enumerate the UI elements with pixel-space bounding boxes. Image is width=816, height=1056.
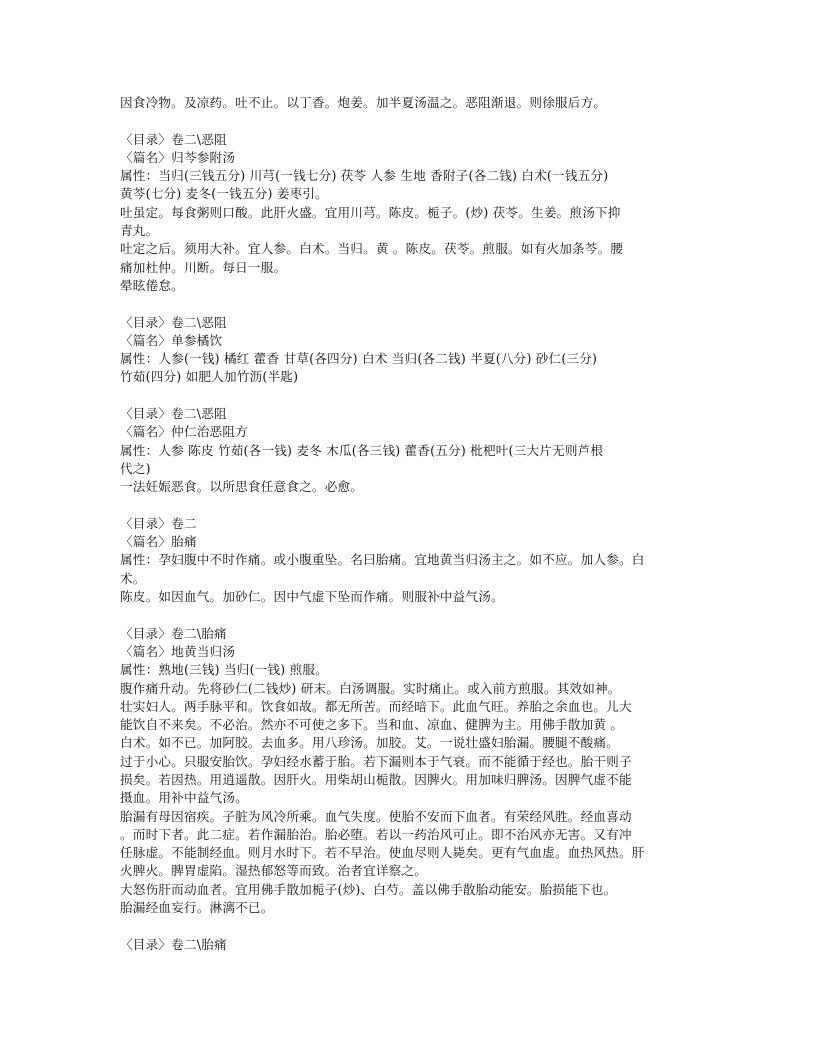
text-line: 晕眩倦怠。 [120, 277, 184, 293]
text-line: 一法妊娠恶食。以所思食任意食之。必愈。 [120, 479, 364, 495]
document-section [120, 936, 720, 954]
title-line: 〈篇名〉归芩参附汤 [120, 149, 236, 165]
text-line: 竹茹(四分) 如肥人加竹沥(半匙) [120, 369, 299, 385]
text-line: 代之) [120, 460, 151, 476]
title-line: 〈篇名〉地黄当归汤 [120, 643, 236, 659]
property-line: 属性：熟地(三钱) 当归(一钱) 煎服。 [120, 662, 328, 678]
text-line: 。而时下者。此二症。若作漏胎治。胎必堕。若以一药治风可止。即不治风亦无害。又有冲 [120, 826, 632, 842]
text-line: 任脉虚。不能制经血。则月水时下。若不早治。使血尽则人毙矣。更有气血虚。血热风热。肝 [120, 845, 645, 861]
text-line: 火脾火。脾胃虚陷。湿热郁怒等而致。治者宜详察之。 [120, 863, 428, 879]
property-line: 属性：人参(一钱) 橘红 藿香 甘草(各四分) 白术 当归(各二钱) 半夏(八分) 砂仁(三分) [120, 351, 598, 367]
catalog-line: 〈目录〉卷二\胎痛 [120, 625, 227, 641]
text-line: 黄芩(七分) 麦冬(一钱五分) 姜枣引。 [120, 186, 328, 202]
catalog-line: 〈目录〉卷二\恶阻 [120, 406, 227, 422]
document-section [120, 515, 720, 606]
text-line: 胎漏经血妄行。淋漓不已。 [120, 900, 274, 916]
text-line: 损矣。若因热。用逍遥散。因肝火。用柴胡山栀散。因脾火。用加味归脾汤。因脾气虚不能 [120, 771, 632, 787]
document-section [120, 405, 720, 496]
text-line: 痛加杜仲。川断。每日一服。 [120, 259, 287, 275]
title-line: 〈篇名〉仲仁治恶阻方 [120, 424, 248, 440]
text-line: 能饮自不来矣。不必治。然亦不可使之多下。当和血、凉血、健脾为主。用佛手散加黄 。 [120, 717, 624, 733]
text-line: 腹作痛升动。先将砂仁(二钱炒) 研末。白汤调服。实时痛止。或入前方煎服。其效如神。 [120, 680, 621, 696]
text-line: 过于小心。只服安胎饮。孕妇经水蓄于胎。若下漏则本于气衰。而不能循于经也。胎干则子 [120, 753, 632, 769]
document-page [120, 94, 720, 972]
property-line: 属性：当归(三钱五分) 川芎(一钱七分) 茯苓 人参 生地 香附子(各二钱) 白术(一钱五分) [120, 168, 609, 184]
document-section [120, 625, 720, 918]
text-line: 壮实妇人。两手脉平和。饮食如故。都无所苦。而经暗下。此血气旺。养胎之余血也。儿大 [120, 698, 632, 714]
catalog-line: 〈目录〉卷二 [120, 515, 197, 531]
text-line: 陈皮。如因血气。加砂仁。因中气虚下坠而作痛。则服补中益气汤。 [120, 589, 504, 605]
text-line: 白术。如不已。加阿胶。去血多。用八珍汤。加胶。艾。一说壮盛妇胎漏。腰腿不酸痛。 [120, 735, 619, 751]
catalog-line: 〈目录〉卷二\胎痛 [120, 936, 227, 952]
text-line: 青丸。 [120, 223, 159, 239]
text-line: 大怒伤肝而动血者。宜用佛手散加栀子(炒)、白芍。盖以佛手散胎动能安。胎损能下也。 [120, 881, 617, 897]
text-line: 吐定之后。须用大补。宜人参。白术。当归。黄 。陈皮。茯苓。煎服。如有火加条芩。腰 [120, 241, 624, 257]
text-line: 因食冷物。及凉药。吐不止。以丁香。炮姜。加半夏汤温之。恶阻渐退。则徐服后方。 [120, 95, 607, 110]
text-line: 吐虽定。每食粥则口酸。此肝火盛。宜用川芎。陈皮。栀子。(炒) 茯苓。生姜。煎汤下抑 [120, 204, 621, 220]
text-line: 摄血。用补中益气汤。 [120, 790, 248, 806]
document-section [120, 314, 720, 387]
document-section [120, 94, 720, 112]
property-line: 属性：人参 陈皮 竹茹(各一钱) 麦冬 木瓜(各三钱) 藿香(五分) 枇杷叶(三大片无则芦根 [120, 442, 604, 458]
catalog-line: 〈目录〉卷二\恶阻 [120, 314, 227, 330]
document-section [120, 131, 720, 296]
property-line: 属性：孕妇腹中不时作痛。或小腹重坠。名曰胎痛。宜地黄当归汤主之。如不应。加人参。白 [120, 552, 645, 568]
text-line: 术。 [120, 570, 146, 586]
title-line: 〈篇名〉单参橘饮 [120, 332, 223, 348]
title-line: 〈篇名〉胎痛 [120, 534, 197, 550]
text-line: 胎漏有母因宿疾。子脏为风冷所乘。血气失度。使胎不安而下血者。有荣经风胜。经血喜动 [120, 808, 632, 824]
catalog-line: 〈目录〉卷二\恶阻 [120, 131, 227, 147]
